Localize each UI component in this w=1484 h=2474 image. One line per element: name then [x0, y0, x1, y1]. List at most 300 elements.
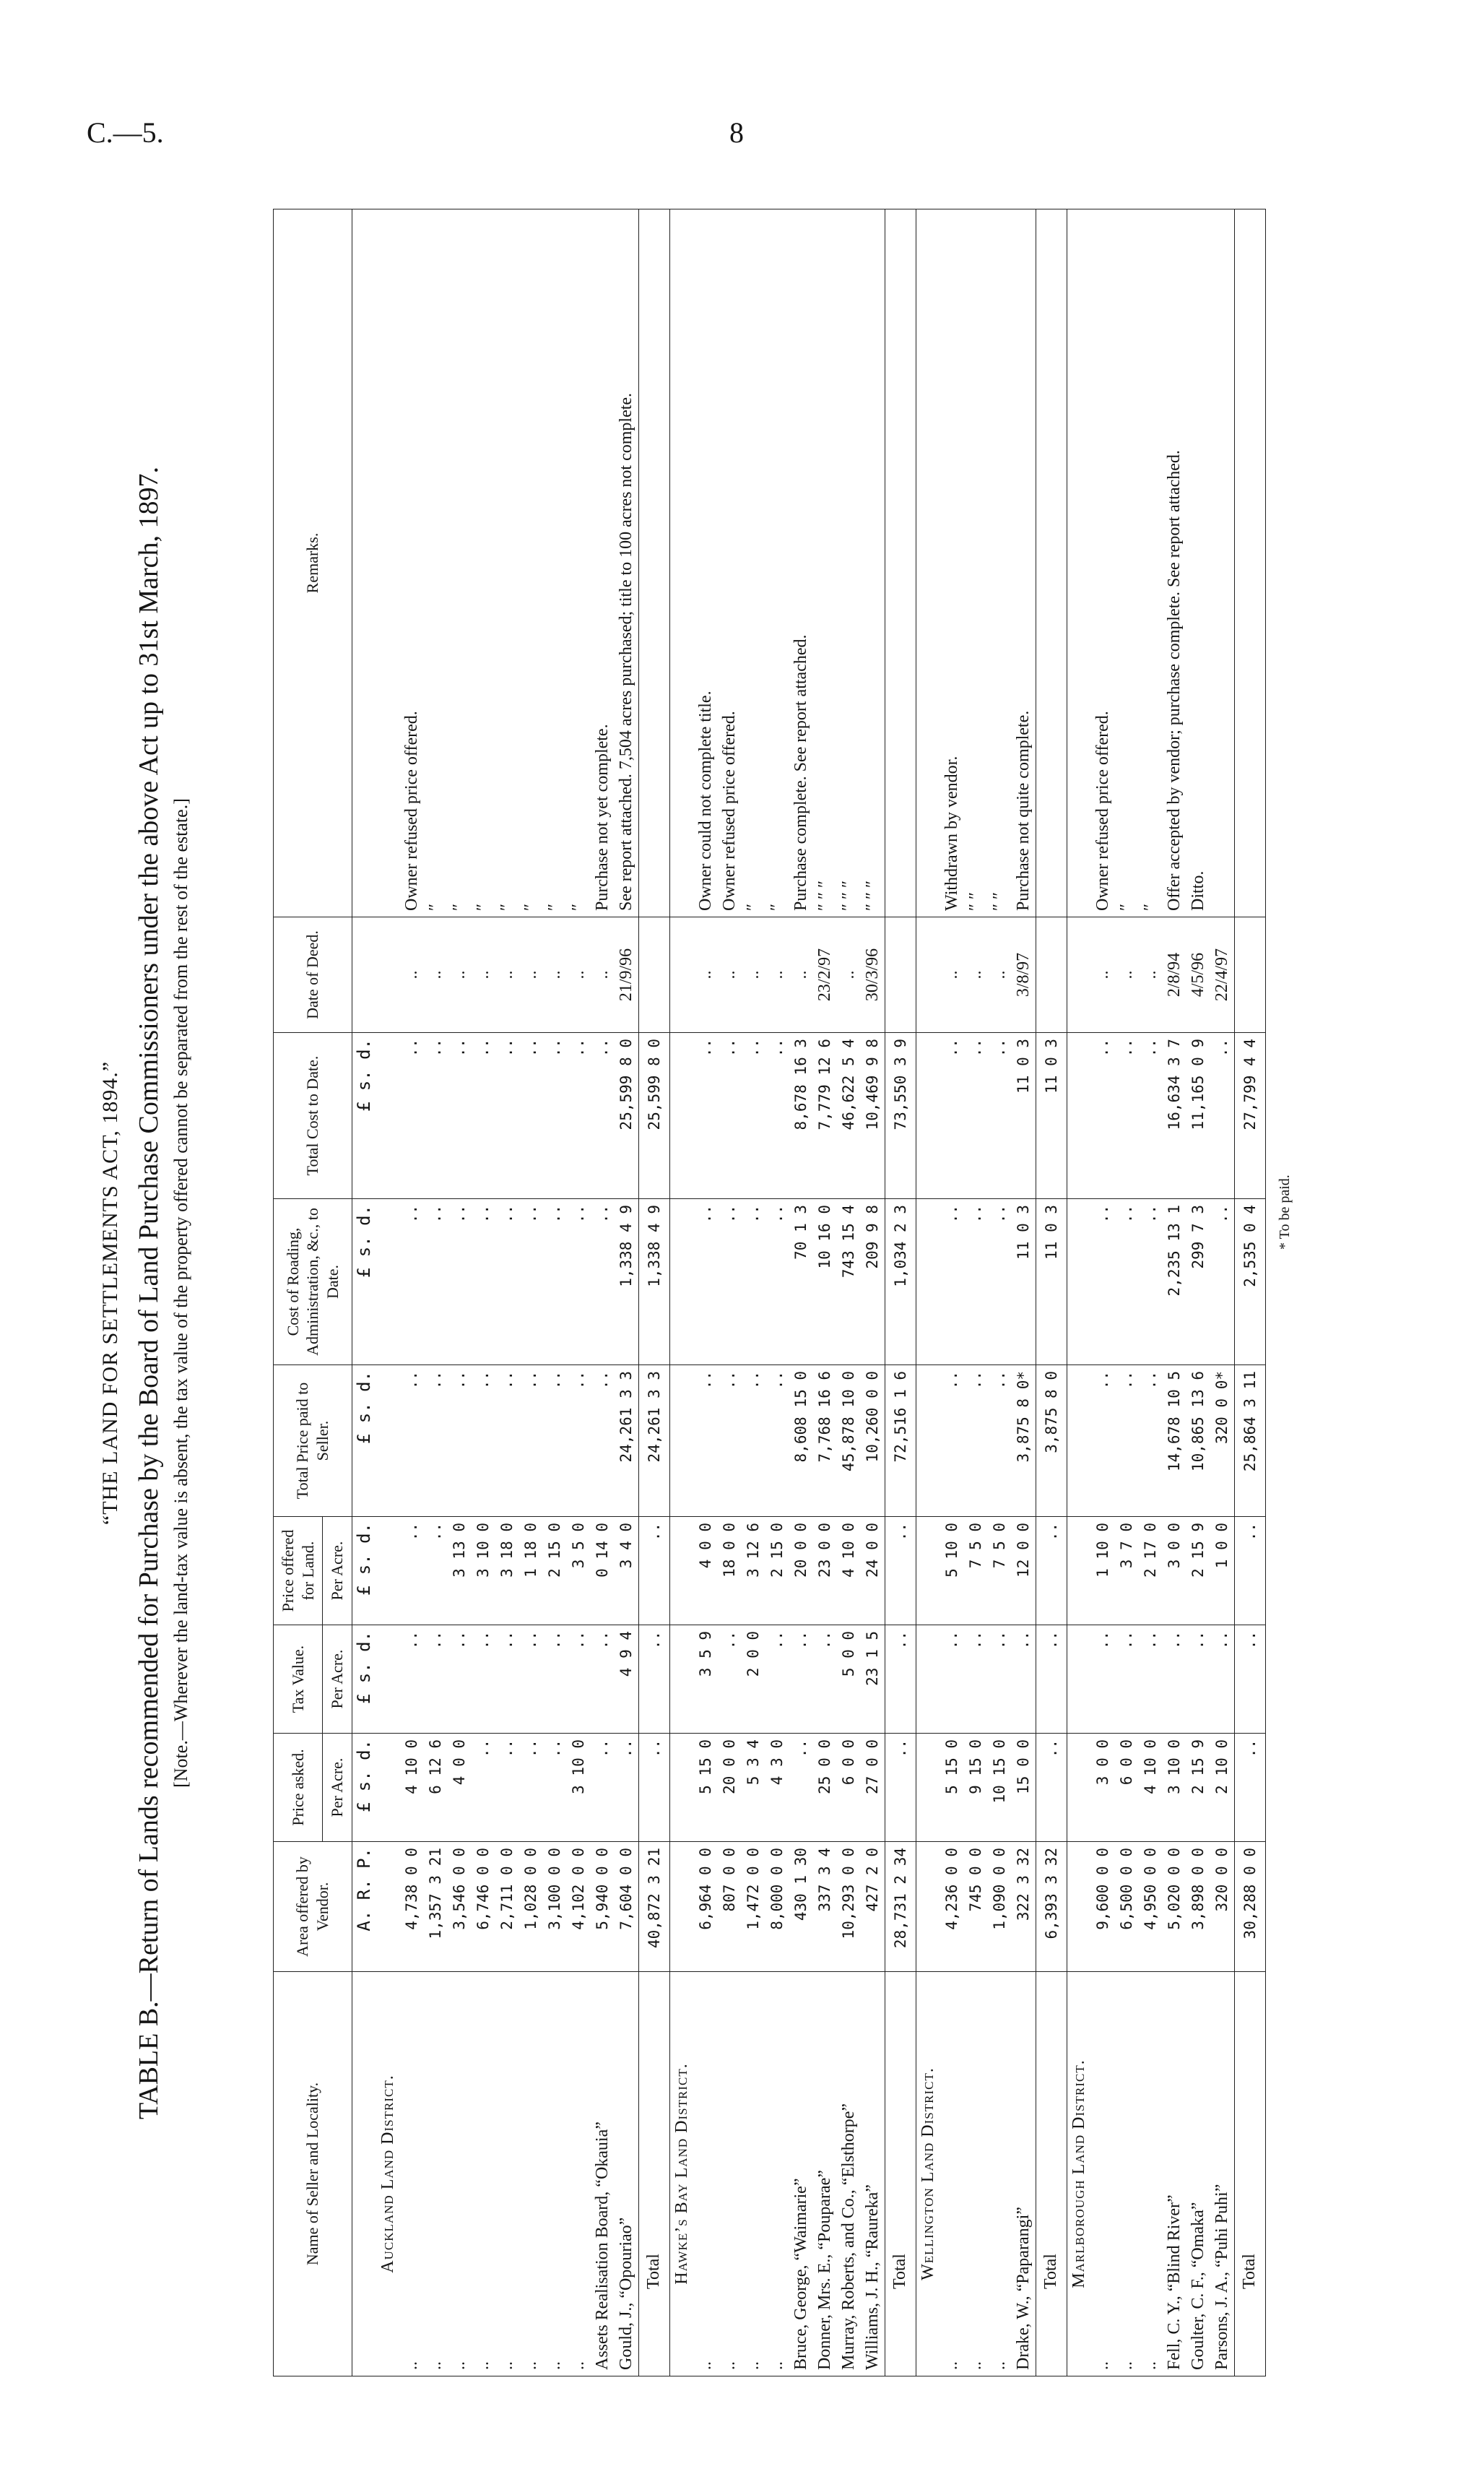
price-offered-cell: 1 18 0	[519, 1517, 543, 1625]
table-row	[789, 209, 813, 2376]
remarks-cell: ″	[742, 209, 765, 917]
name-cell: ..	[1115, 1972, 1139, 2376]
total-price-cell: ..	[1091, 1365, 1115, 1517]
area-cell: 3,100 0 0	[543, 1842, 567, 1972]
remarks-cell	[1210, 209, 1235, 917]
total-total-cost-cell: 73,550 3 9	[885, 1033, 916, 1199]
price-asked-cell: 25 0 0	[813, 1734, 837, 1842]
remarks-cell: Owner could not complete title.	[694, 209, 718, 917]
name-cell: ..	[495, 1972, 519, 2376]
total-cost-cell: ..	[1210, 1033, 1235, 1199]
price-offered-cell: 2 15 0	[765, 1517, 789, 1625]
total-tax-value-cell: ..	[1036, 1625, 1067, 1734]
area-cell: 4,738 0 0	[400, 1842, 424, 1972]
date-of-deed-cell: ..	[519, 917, 543, 1033]
tax-value-cell: ..	[1012, 1625, 1036, 1734]
total-cost-cell: ..	[591, 1033, 615, 1199]
table-row	[400, 209, 424, 2376]
total-price-offered-cell: ..	[1234, 1517, 1265, 1625]
units-money: £ s. d.	[352, 1517, 376, 1625]
remarks-cell: See report attached. 7,504 acres purchased; title to 100 acres not complete.	[615, 209, 639, 917]
price-asked-cell: 4 3 0	[765, 1734, 789, 1842]
remarks-cell: Withdrawn by vendor.	[940, 209, 964, 917]
area-cell: 10,293 0 0	[837, 1842, 861, 1972]
date-of-deed-cell: ..	[424, 917, 448, 1033]
total-cost-cell: 16,634 3 7	[1163, 1033, 1186, 1199]
total-cost-cell: ..	[694, 1033, 718, 1199]
price-asked-cell: 3 10 0	[1163, 1734, 1186, 1842]
remarks-cell: Owner refused price offered.	[400, 209, 424, 917]
total-cost-cell: ..	[400, 1033, 424, 1199]
remarks-cell: Offer accepted by vendor; purchase complete. See report attached.	[1163, 209, 1186, 917]
total-cost-cell: ..	[543, 1033, 567, 1199]
total-remarks-cell	[885, 209, 916, 917]
area-cell: 1,357 3 21	[424, 1842, 448, 1972]
total-remarks-cell	[1036, 209, 1067, 917]
total-name-cell: Total	[638, 1972, 669, 2376]
table-row	[861, 209, 885, 2376]
date-of-deed-cell: 21/9/96	[615, 917, 639, 1033]
area-cell: 6,964 0 0	[694, 1842, 718, 1972]
area-cell: 322 3 32	[1012, 1842, 1036, 1972]
cost-roading-cell: 2,235 13 1	[1163, 1199, 1186, 1365]
table-row	[495, 209, 519, 2376]
table-row	[1115, 209, 1139, 2376]
name-cell: ..	[964, 1972, 988, 2376]
tax-value-cell: ..	[1163, 1625, 1186, 1734]
price-asked-cell: 4 10 0	[400, 1734, 424, 1842]
price-asked-cell: 6 12 6	[424, 1734, 448, 1842]
remarks-cell: ″	[519, 209, 543, 917]
table-title: TABLE B.—Return of Lands recommended for Purchase by the Board of Land Purchase Commissioners under the above Act up to 31st March, 1897.	[134, 466, 164, 2120]
total-price-cell: ..	[495, 1365, 519, 1517]
price-asked-cell: 15 0 0	[1012, 1734, 1036, 1842]
total-name-cell: Total	[1234, 1972, 1265, 2376]
total-row	[885, 209, 916, 2376]
tax-value-cell: 2 0 0	[742, 1625, 765, 1734]
cost-roading-cell: ..	[1210, 1199, 1235, 1365]
total-price-asked-cell: ..	[638, 1734, 669, 1842]
total-price-cell: ..	[448, 1365, 472, 1517]
total-area-cell: 28,731 2 34	[885, 1842, 916, 1972]
total-cost-cell: ..	[567, 1033, 591, 1199]
total-cost-cell: 25,599 8 0	[615, 1033, 639, 1199]
price-offered-cell: 3 18 0	[495, 1517, 519, 1625]
total-cost-cell: ..	[472, 1033, 495, 1199]
units-money: £ s. d.	[352, 1625, 376, 1734]
price-offered-cell: 3 7 0	[1115, 1517, 1139, 1625]
district-heading-row	[1067, 209, 1091, 2376]
total-tax-value-cell: ..	[885, 1625, 916, 1734]
name-cell: ..	[742, 1972, 765, 2376]
total-price-asked-cell: ..	[885, 1734, 916, 1842]
total-remarks-cell	[1234, 209, 1265, 917]
price-offered-cell: 2 15 9	[1186, 1517, 1210, 1625]
price-offered-cell: 4 10 0	[837, 1517, 861, 1625]
table-note: [Note.—Wherever the land-tax value is absent, the tax value of the property offered cannot be separated from the rest of the estate.]	[170, 798, 191, 1788]
total-cost-cell: ..	[1115, 1033, 1139, 1199]
cost-roading-cell: 209 9 8	[861, 1199, 885, 1365]
cost-roading-cell: ..	[940, 1199, 964, 1365]
remarks-cell: ″ ″ ″	[813, 209, 837, 917]
date-of-deed-cell: 4/5/96	[1186, 917, 1210, 1033]
total-cost-cell: ..	[718, 1033, 742, 1199]
table-body	[352, 209, 1265, 2376]
date-of-deed-cell: ..	[789, 917, 813, 1033]
tax-value-cell: ..	[591, 1625, 615, 1734]
tax-value-cell: ..	[543, 1625, 567, 1734]
cost-roading-cell: ..	[567, 1199, 591, 1365]
date-of-deed-cell: ..	[472, 917, 495, 1033]
tax-value-cell: ..	[718, 1625, 742, 1734]
total-price-cell: ..	[718, 1365, 742, 1517]
price-offered-cell: 20 0 0	[789, 1517, 813, 1625]
cost-roading-cell: ..	[591, 1199, 615, 1365]
name-cell: ..	[694, 1972, 718, 2376]
price-offered-cell: 3 0 0	[1163, 1517, 1186, 1625]
remarks-cell: ″	[448, 209, 472, 917]
total-cost-cell: ..	[1091, 1033, 1115, 1199]
area-cell: 4,950 0 0	[1139, 1842, 1163, 1972]
price-offered-cell: 23 0 0	[813, 1517, 837, 1625]
cost-roading-cell: 1,338 4 9	[615, 1199, 639, 1365]
tax-value-cell: ..	[472, 1625, 495, 1734]
total-cost-cell: ..	[964, 1033, 988, 1199]
total-area-cell: 6,393 3 32	[1036, 1842, 1067, 1972]
price-asked-cell: ..	[495, 1734, 519, 1842]
area-cell: 430 1 30	[789, 1842, 813, 1972]
name-cell: ..	[519, 1972, 543, 2376]
table-row	[813, 209, 837, 2376]
total-price-cell: ..	[1139, 1365, 1163, 1517]
price-asked-cell: 4 10 0	[1139, 1734, 1163, 1842]
total-total-cost-cell: 27,799 4 4	[1234, 1033, 1265, 1199]
cost-roading-cell: ..	[694, 1199, 718, 1365]
units-money: £ s. d.	[352, 1033, 376, 1199]
cost-roading-cell: 10 16 0	[813, 1199, 837, 1365]
total-total-price-cell: 72,516 1 6	[885, 1365, 916, 1517]
total-cost-roading-cell: 1,034 2 3	[885, 1199, 916, 1365]
date-of-deed-cell: ..	[940, 917, 964, 1033]
total-price-cell: 10,260 0 0	[861, 1365, 885, 1517]
price-asked-cell: ..	[519, 1734, 543, 1842]
tax-value-cell: ..	[424, 1625, 448, 1734]
area-cell: 5,940 0 0	[591, 1842, 615, 1972]
price-asked-cell: ..	[789, 1734, 813, 1842]
tax-value-cell: ..	[567, 1625, 591, 1734]
price-offered-cell: 1 10 0	[1091, 1517, 1115, 1625]
header-date-deed: Date of Deed.	[274, 917, 352, 1033]
units-money: £ s. d.	[352, 1734, 376, 1842]
district-name: Hawke’s Bay Land District.	[669, 1972, 694, 2376]
price-offered-cell: 7 5 0	[988, 1517, 1012, 1625]
remarks-cell: Owner refused price offered.	[718, 209, 742, 917]
name-cell: ..	[1139, 1972, 1163, 2376]
total-price-cell: ..	[964, 1365, 988, 1517]
area-cell: 3,898 0 0	[1186, 1842, 1210, 1972]
total-name-cell: Total	[1036, 1972, 1067, 2376]
tax-value-cell: ..	[1091, 1625, 1115, 1734]
total-cost-cell: ..	[424, 1033, 448, 1199]
total-price-cell: ..	[472, 1365, 495, 1517]
date-of-deed-cell: ..	[837, 917, 861, 1033]
page-number: 8	[729, 116, 744, 149]
total-price-cell: ..	[400, 1365, 424, 1517]
price-offered-cell: 3 12 6	[742, 1517, 765, 1625]
name-cell: ..	[988, 1972, 1012, 2376]
header-price-offered: Price offered for Land.	[274, 1517, 323, 1625]
price-asked-cell: 10 15 0	[988, 1734, 1012, 1842]
tax-value-cell: ..	[448, 1625, 472, 1734]
table-row	[742, 209, 765, 2376]
price-offered-cell: 0 14 0	[591, 1517, 615, 1625]
area-cell: 320 0 0	[1210, 1842, 1235, 1972]
tax-value-cell: ..	[813, 1625, 837, 1734]
total-price-cell: ..	[940, 1365, 964, 1517]
cost-roading-cell: ..	[718, 1199, 742, 1365]
header-total-cost: Total Cost to Date.	[274, 1033, 352, 1199]
total-price-cell: ..	[694, 1365, 718, 1517]
name-cell: Williams, J. H., “Raureka”	[861, 1972, 885, 2376]
remarks-cell: ″ ″	[964, 209, 988, 917]
name-cell: Murray, Roberts, and Co., “Elsthorpe”	[837, 1972, 861, 2376]
date-of-deed-cell: ..	[400, 917, 424, 1033]
price-offered-cell: 24 0 0	[861, 1517, 885, 1625]
total-price-cell: 14,678 10 5	[1163, 1365, 1186, 1517]
remarks-cell: ″ ″ ″	[837, 209, 861, 917]
name-cell: Gould, J., “Opouriao”	[615, 1972, 639, 2376]
price-offered-cell: 3 13 0	[448, 1517, 472, 1625]
area-cell: 6,746 0 0	[472, 1842, 495, 1972]
district-heading-row	[669, 209, 694, 2376]
name-cell: ..	[543, 1972, 567, 2376]
area-cell: 9,600 0 0	[1091, 1842, 1115, 1972]
cost-roading-cell: ..	[1115, 1199, 1139, 1365]
name-cell: Goulter, C. F., “Omaka”	[1186, 1972, 1210, 2376]
price-asked-cell: 2 15 9	[1186, 1734, 1210, 1842]
price-offered-cell: 5 10 0	[940, 1517, 964, 1625]
total-row	[638, 209, 669, 2376]
table-row	[448, 209, 472, 2376]
cost-roading-cell: ..	[472, 1199, 495, 1365]
area-cell: 4,236 0 0	[940, 1842, 964, 1972]
date-of-deed-cell: ..	[1139, 917, 1163, 1033]
units-row	[352, 209, 376, 2376]
total-date-of-deed-cell	[1036, 917, 1067, 1033]
tax-value-cell: ..	[495, 1625, 519, 1734]
date-of-deed-cell: ..	[591, 917, 615, 1033]
total-cost-cell: 46,622 5 4	[837, 1033, 861, 1199]
total-cost-cell: 11,165 0 9	[1186, 1033, 1210, 1199]
total-price-cell: ..	[567, 1365, 591, 1517]
table-row	[1163, 209, 1186, 2376]
price-offered-cell: 4 0 0	[694, 1517, 718, 1625]
total-row	[1234, 209, 1265, 2376]
total-date-of-deed-cell	[638, 917, 669, 1033]
area-cell: 337 3 4	[813, 1842, 837, 1972]
tax-value-cell: ..	[988, 1625, 1012, 1734]
act-title: “THE LAND FOR SETTLEMENTS ACT, 1894.”	[98, 1060, 122, 1526]
area-cell: 7,604 0 0	[615, 1842, 639, 1972]
remarks-cell: Ditto.	[1186, 209, 1210, 917]
total-price-cell: 3,875 8 0*	[1012, 1365, 1036, 1517]
name-cell: ..	[765, 1972, 789, 2376]
table-row	[472, 209, 495, 2376]
remarks-cell: Purchase not quite complete.	[1012, 209, 1036, 917]
total-price-cell: ..	[543, 1365, 567, 1517]
date-of-deed-cell: ..	[495, 917, 519, 1033]
total-name-cell: Total	[885, 1972, 916, 2376]
price-asked-cell: 2 10 0	[1210, 1734, 1235, 1842]
area-cell: 745 0 0	[964, 1842, 988, 1972]
total-price-cell: ..	[591, 1365, 615, 1517]
cost-roading-cell: ..	[400, 1199, 424, 1365]
cost-roading-cell: ..	[964, 1199, 988, 1365]
price-asked-cell: ..	[472, 1734, 495, 1842]
total-price-asked-cell: ..	[1036, 1734, 1067, 1842]
table-row	[1210, 209, 1235, 2376]
header-remarks: Remarks.	[274, 209, 352, 917]
cost-roading-cell: ..	[988, 1199, 1012, 1365]
price-offered-cell: 2 15 0	[543, 1517, 567, 1625]
total-cost-cell: 7,779 12 6	[813, 1033, 837, 1199]
price-asked-cell: 27 0 0	[861, 1734, 885, 1842]
header-area: Area offered by Vendor.	[274, 1842, 352, 1972]
footnote: * To be paid.	[1277, 1175, 1293, 1250]
date-of-deed-cell: ..	[718, 917, 742, 1033]
table-row	[1186, 209, 1210, 2376]
total-cost-cell: ..	[519, 1033, 543, 1199]
total-cost-cell: 10,469 9 8	[861, 1033, 885, 1199]
date-of-deed-cell: ..	[694, 917, 718, 1033]
total-area-cell: 30,288 0 0	[1234, 1842, 1265, 1972]
total-area-cell: 40,872 3 21	[638, 1842, 669, 1972]
area-cell: 4,102 0 0	[567, 1842, 591, 1972]
tax-value-cell: 4 9 4	[615, 1625, 639, 1734]
remarks-cell: ″ ″ ″	[861, 209, 885, 917]
district-name: Wellington Land District.	[916, 1972, 940, 2376]
tax-value-cell: ..	[940, 1625, 964, 1734]
total-price-offered-cell: ..	[638, 1517, 669, 1625]
table-row	[1091, 209, 1115, 2376]
lands-return-table	[273, 209, 1266, 2376]
table-row	[940, 209, 964, 2376]
price-offered-cell: 2 17 0	[1139, 1517, 1163, 1625]
district-heading-row	[376, 209, 400, 2376]
tax-value-cell: ..	[519, 1625, 543, 1734]
date-of-deed-cell: ..	[1115, 917, 1139, 1033]
total-total-price-cell: 3,875 8 0	[1036, 1365, 1067, 1517]
price-asked-cell: 5 15 0	[694, 1734, 718, 1842]
total-price-cell: ..	[1115, 1365, 1139, 1517]
cost-roading-cell: 299 7 3	[1186, 1199, 1210, 1365]
date-of-deed-cell: 2/8/94	[1163, 917, 1186, 1033]
name-cell: Parsons, J. A., “Puhi Puhi”	[1210, 1972, 1235, 2376]
total-price-cell: 10,865 13 6	[1186, 1365, 1210, 1517]
name-cell: ..	[1091, 1972, 1115, 2376]
date-of-deed-cell: ..	[448, 917, 472, 1033]
tax-value-cell: ..	[1139, 1625, 1163, 1734]
tax-value-cell: ..	[1186, 1625, 1210, 1734]
units-money: £ s. d.	[352, 1365, 376, 1517]
table-row	[964, 209, 988, 2376]
date-of-deed-cell: ..	[567, 917, 591, 1033]
total-cost-cell: ..	[1139, 1033, 1163, 1199]
cost-roading-cell: ..	[1091, 1199, 1115, 1365]
table-row	[424, 209, 448, 2376]
total-price-cell: 24,261 3 3	[615, 1365, 639, 1517]
tax-value-cell: ..	[765, 1625, 789, 1734]
name-cell: ..	[940, 1972, 964, 2376]
remarks-cell: ″	[495, 209, 519, 917]
date-of-deed-cell: ..	[1091, 917, 1115, 1033]
total-price-cell: ..	[988, 1365, 1012, 1517]
date-of-deed-cell: ..	[964, 917, 988, 1033]
date-of-deed-cell: ..	[742, 917, 765, 1033]
total-cost-roading-cell: 11 0 3	[1036, 1199, 1067, 1365]
price-asked-cell: ..	[591, 1734, 615, 1842]
header-price-asked: Price asked.	[274, 1734, 323, 1842]
price-offered-cell: ..	[424, 1517, 448, 1625]
table-row	[591, 209, 615, 2376]
name-cell: Drake, W., “Paparangi”	[1012, 1972, 1036, 2376]
table-row	[519, 209, 543, 2376]
price-asked-cell: 4 0 0	[448, 1734, 472, 1842]
table-row	[718, 209, 742, 2376]
cost-roading-cell: 11 0 3	[1012, 1199, 1036, 1365]
cost-roading-cell: ..	[448, 1199, 472, 1365]
tax-value-cell: ..	[964, 1625, 988, 1734]
district-name: Auckland Land District.	[376, 1972, 400, 2376]
remarks-cell: ″	[765, 209, 789, 917]
cost-roading-cell: 743 15 4	[837, 1199, 861, 1365]
total-price-asked-cell: ..	[1234, 1734, 1265, 1842]
price-offered-cell: 3 5 0	[567, 1517, 591, 1625]
header-name: Name of Seller and Locality.	[274, 1972, 352, 2376]
total-price-cell: ..	[519, 1365, 543, 1517]
header-per-acre: Per Acre.	[323, 1734, 352, 1842]
units-money: £ s. d.	[352, 1199, 376, 1365]
price-asked-cell: 3 0 0	[1091, 1734, 1115, 1842]
table-row	[988, 209, 1012, 2376]
total-cost-cell: 8,678 16 3	[789, 1033, 813, 1199]
district-heading-row	[916, 209, 940, 2376]
total-cost-roading-cell: 1,338 4 9	[638, 1199, 669, 1365]
price-asked-cell: ..	[615, 1734, 639, 1842]
price-offered-cell: 3 10 0	[472, 1517, 495, 1625]
total-cost-cell: ..	[742, 1033, 765, 1199]
price-asked-cell: 6 0 0	[1115, 1734, 1139, 1842]
date-of-deed-cell: 30/3/96	[861, 917, 885, 1033]
cost-roading-cell: ..	[424, 1199, 448, 1365]
total-cost-cell: ..	[765, 1033, 789, 1199]
remarks-cell: ″ ″	[988, 209, 1012, 917]
remarks-cell: Owner refused price offered.	[1091, 209, 1115, 917]
area-cell: 427 2 0	[861, 1842, 885, 1972]
total-date-of-deed-cell	[885, 917, 916, 1033]
price-asked-cell: 5 3 4	[742, 1734, 765, 1842]
cost-roading-cell: ..	[765, 1199, 789, 1365]
tax-value-cell: 5 0 0	[837, 1625, 861, 1734]
tax-value-cell: 23 1 5	[861, 1625, 885, 1734]
tax-value-cell: ..	[1115, 1625, 1139, 1734]
header-cost-roading: Cost of Roading, Administration, &c., to Date.	[274, 1199, 352, 1365]
table-row	[543, 209, 567, 2376]
tax-value-cell: ..	[400, 1625, 424, 1734]
table-row	[567, 209, 591, 2376]
date-of-deed-cell: ..	[765, 917, 789, 1033]
cost-roading-cell: ..	[495, 1199, 519, 1365]
